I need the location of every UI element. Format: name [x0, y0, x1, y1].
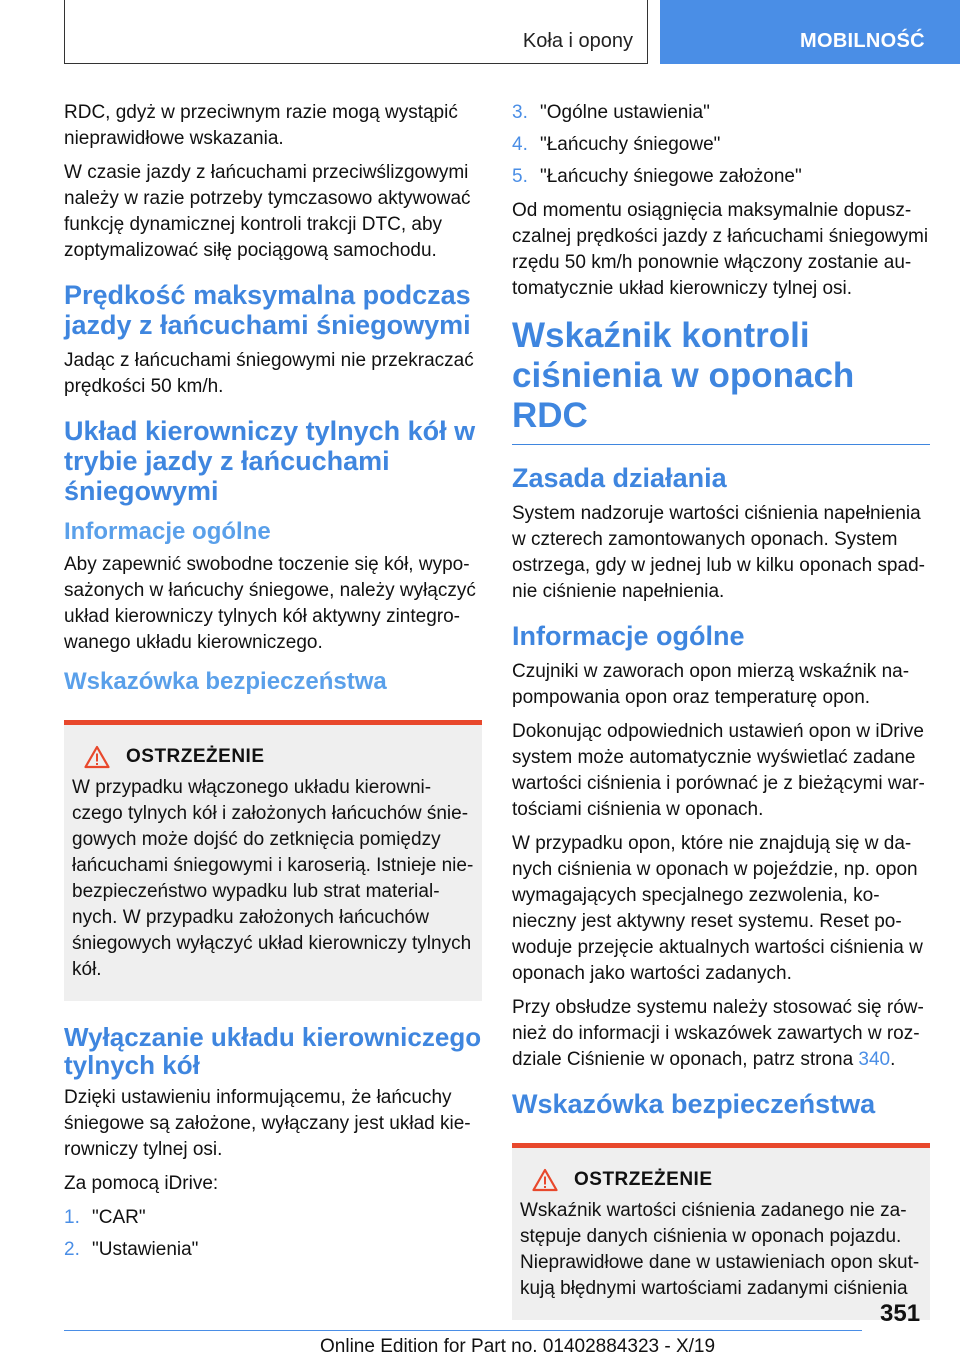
step-number: 4. — [512, 134, 528, 155]
left-column — [64, 100, 482, 1271]
step-text: "Łańcuchy śniegowe" — [540, 134, 721, 155]
list-item — [512, 132, 930, 158]
warning-triangle-icon — [532, 1168, 558, 1192]
heading-rdc: Wskaźnik kontroli ciśnienia w oponach RDC — [512, 316, 930, 445]
heading-general-info: Informacje ogólne — [512, 621, 745, 651]
section-tab — [660, 0, 960, 64]
warning-box — [512, 1143, 930, 1320]
warning-text: Wskaźnik wartości ciśnienia zadanego nie zastępuje danych ciśnienia w oponach pojazdu. Nieprawidłowe dane w ustawieniach opon skutkują błędnymi wartościami zadanymi ciśnienia — [520, 1200, 920, 1299]
chapter-title: Koła i opony — [522, 30, 633, 52]
page-number: 351 — [880, 1300, 921, 1327]
footer-edition: Online Edition for Part no. 01402884323 - X/19 — [320, 1336, 716, 1357]
step-number: 3. — [512, 102, 528, 123]
paragraph: W przypadku opon, które nie znajdują się w danych ciśnienia w oponach w pojeździe, np. opon wymagających specjalnego zezwolenia, konieczny jest aktywny reset systemu. Reset powoduje przejęcie aktualnych wartości ciśnienia w oponach jako wartości zadanych. — [512, 833, 923, 984]
step-text: "CAR" — [92, 1207, 146, 1228]
paragraph-text: . — [890, 1049, 896, 1070]
paragraph: W czasie jazdy z łańcuchami przeciwślizgowymi należy w razie potrzeby tymczasowo aktywować funkcję dynamicznej kontroli trakcji DTC, aby zoptymalizować siłę pociągową samochodu. — [64, 162, 471, 261]
paragraph: Czujniki w zaworach opon mierzą wskaźnik napompowania opon oraz temperaturę opon. — [512, 661, 910, 708]
step-number: 5. — [512, 166, 528, 187]
step-list — [64, 1205, 482, 1263]
warning-title: OSTRZEŻENIE — [126, 746, 265, 767]
list-item — [64, 1237, 482, 1263]
heading-max-speed: Prędkość maksymalna podczas jazdy z łańcuchami śniegowymi — [64, 280, 471, 340]
page-link[interactable]: 340 — [858, 1049, 891, 1070]
chapter-tab — [64, 0, 648, 64]
paragraph — [512, 995, 930, 1073]
step-number: 1. — [64, 1207, 80, 1228]
paragraph-text: Przy obsłudze systemu należy stosować się również do informacji i wskazówek zawartych w rozdziale Ciśnienie w oponach, patrz strona — [512, 997, 924, 1070]
warning-box — [64, 720, 482, 1001]
paragraph: Aby zapewnić swobodne toczenie się kół, wyposażonych w łańcuchy śniegowe, należy wyłączyć układ kierowniczy tylnych kół aktywny zintegrowanego układu kierowniczego. — [64, 554, 476, 653]
paragraph: Za pomocą iDrive: — [64, 1173, 219, 1194]
step-text: "Ustawienia" — [92, 1239, 199, 1260]
paragraph: System nadzoruje wartości ciśnienia napełnienia w czterech zamontowanych oponach. System ostrzega, gdy w jednej lub w kilku oponach spadnie ciśnienie napełnienia. — [512, 503, 925, 602]
warning-text: W przypadku włączonego układu kierowniczego tylnych kół i założonych łańcuchów śniegowych może dojść do zetknięcia pomiędzy łańcuchami śniegowymi i karoserią. Istnieje niebezpieczeństwo wypadku lub strat materialnych. W przypadku założonych łańcuchów śniegowych wyłączyć układ kierowniczy tylnych kół. — [72, 777, 474, 980]
list-item — [64, 1205, 482, 1231]
paragraph: Od momentu osiągnięcia maksymalnie dopuszczalnej prędkości jazdy z łańcuchami śniegowymi rzędu 50 km/h ponownie włączony zostanie automatycznie układ kierowniczy tylnej osi. — [512, 200, 929, 299]
step-text: "Ogólne ustawienia" — [540, 102, 710, 123]
footer-divider — [64, 1330, 862, 1331]
heading-principle: Zasada działania — [512, 463, 727, 493]
heading-safety-note: Wskazówka bezpieczeństwa — [512, 1089, 876, 1119]
heading-disable-rear-steering: Wyłączanie układu kierowniczego tylnych kół — [64, 1022, 482, 1080]
list-item — [512, 164, 930, 190]
paragraph: Jadąc z łańcuchami śniegowymi nie przekraczać prędkości 50 km/h. — [64, 350, 474, 397]
paragraph: RDC, gdyż w przeciwnym razie mogą wystąpić nieprawidłowe wskazania. — [64, 102, 458, 149]
right-column — [512, 100, 930, 1342]
paragraph: Dzięki ustawieniu informującemu, że łańcuchy śniegowe są założone, wyłączany jest układ kierowniczy tylnej osi. — [64, 1087, 471, 1160]
list-item — [512, 100, 930, 126]
heading-safety-note: Wskazówka bezpieczeństwa — [64, 668, 387, 695]
heading-general-info: Informacje ogólne — [64, 518, 271, 545]
step-text: "Łańcuchy śniegowe założone" — [540, 166, 802, 187]
step-number: 2. — [64, 1239, 80, 1260]
paragraph: Dokonując odpowiednich ustawień opon w iDrive system może automatycznie wyświetlać zadane wartości ciśnienia i porównać je z bieżącymi wartościami ciśnienia w oponach. — [512, 721, 925, 820]
heading-rear-steering: Układ kierowniczy tylnych kół w trybie jazdy z łańcuchami śniegowymi — [64, 416, 476, 506]
warning-triangle-icon — [84, 745, 110, 769]
warning-title: OSTRZEŻENIE — [574, 1169, 713, 1190]
section-title: MOBILNOŚĆ — [800, 30, 925, 52]
page-header — [0, 0, 960, 68]
step-list — [512, 100, 930, 190]
